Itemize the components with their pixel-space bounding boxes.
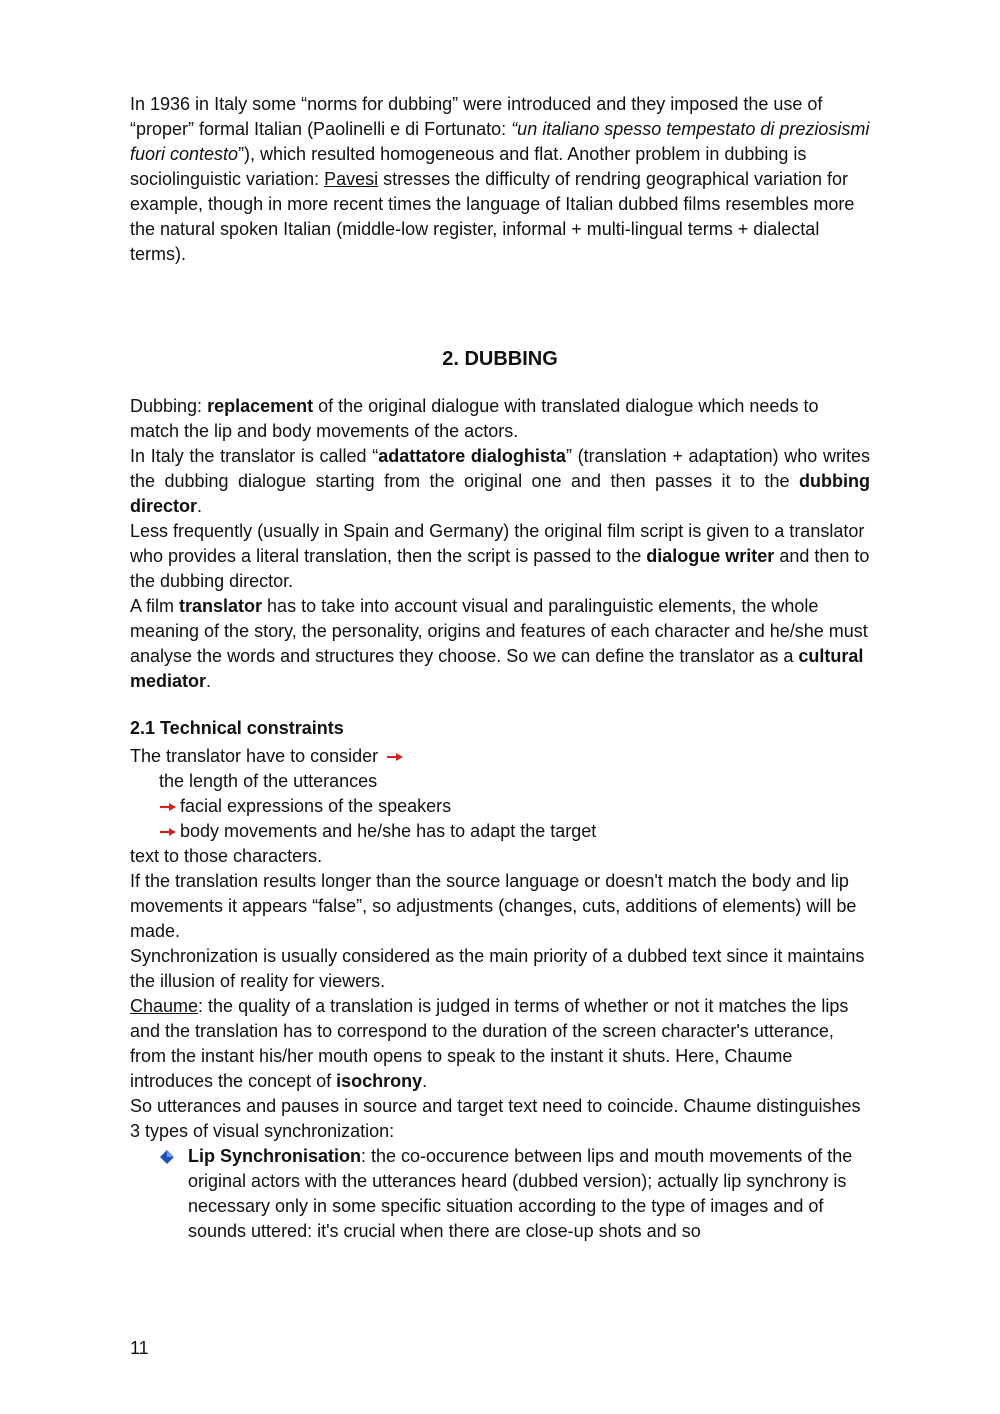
translator-paragraph: A film translator has to take into account visual and paralinguistic elements, the whole meaning of the story, the personality, origins and features of each character and he/she must analyse the words and structures they choose. So we can define the translator as a cultural mediator.	[130, 596, 868, 691]
italian-quote: “un italiano spesso tempestato di preziosismi fuori contesto	[130, 119, 870, 164]
definition-paragraph: Dubbing: replacement of the original dialogue with translated dialogue which needs to match the lip and body movements of the actors.	[130, 396, 819, 441]
italy-paragraph: In Italy the translator is called “adattatore dialoghista” (translation + adaptation) who writes the dubbing dialogue starting from the original one and then passes it to the dubbing director.	[130, 446, 871, 516]
intro-sentence-3: stresses the difficulty of rendring geographical variation for example, though in more recent times the language of Italian dubbed films resembles more the natural spoken Italian (middle-low register, informal + multi-lingual terms + dialectal terms).	[130, 169, 855, 264]
page-number: 11	[130, 1338, 149, 1358]
intro-sentence-1: In 1936 in Italy some “norms for dubbing” were introduced and they imposed the use of “proper” formal Italian (Paolinelli e di Fortunato:	[130, 94, 823, 139]
term-translator: translator	[179, 596, 263, 616]
dubbing-section	[130, 394, 870, 694]
translation-length-paragraph: If the translation results longer than the source language or doesn't match the body and lip movements it appears “false”, so adjustments (changes, cuts, additions of elements) will be made.	[130, 871, 857, 941]
intro-paragraph	[130, 92, 870, 267]
section-heading: 2. DUBBING	[442, 348, 558, 370]
term-dialogue-writer: dialogue writer	[646, 546, 775, 566]
technical-constraints	[130, 744, 870, 1244]
red-arrow-icon	[159, 802, 177, 812]
constraint-length: the length of the utterances	[159, 771, 378, 791]
constraint-facial: facial expressions of the speakers	[130, 794, 870, 819]
synchronization-paragraph: Synchronization is usually considered as the main priority of a dubbed text since it maintains the illusion of reality for viewers.	[130, 946, 865, 991]
term-lip-synchronisation: Lip Synchronisation	[188, 1146, 362, 1166]
author-chaume: Chaume	[130, 996, 199, 1016]
term-isochrony: isochrony	[336, 1071, 423, 1091]
term-dubbing-director: dubbing director	[130, 471, 870, 516]
author-pavesi: Pavesi	[324, 169, 379, 189]
red-arrow-icon	[386, 752, 404, 762]
spain-germany-paragraph: Less frequently (usually in Spain and Germany) the original film script is given to a translator who provides a literal translation, then the script is passed to the dialogue writer and then to the dubbing director.	[130, 521, 870, 591]
term-adattatore: adattatore dialoghista	[378, 446, 566, 466]
sync-types-list	[130, 1144, 870, 1244]
blue-diamond-icon	[159, 1149, 175, 1165]
constraint-continuation: text to those characters.	[130, 846, 323, 866]
term-cultural-mediator: cultural mediator	[130, 646, 864, 691]
sync-types-paragraph: So utterances and pauses in source and target text need to coincide. Chaume distinguishes 3 types of visual synchronization:	[130, 1096, 861, 1141]
constraint-intro: The translator have to consider	[130, 744, 870, 769]
intro-text	[130, 92, 870, 267]
chaume-paragraph: Chaume: the quality of a translation is judged in terms of whether or not it matches the lips and the translation has to correspond to the duration of the screen character's utterance, from the instant his/her mouth opens to speak to the instant it shuts. Here, Chaume introduces the concept of isochrony.	[130, 996, 849, 1091]
term-replacement: replacement	[207, 396, 314, 416]
constraint-body: body movements and he/she has to adapt the target	[130, 819, 870, 844]
list-item: Lip Synchronisation: the co-occurence between lips and mouth movements of the original actors with the utterances heard (dubbed version); actually lip synchrony is necessary only in some specific situation according to the type of images and of sounds uttered: it's crucial when there are close-up shots and so	[130, 1144, 870, 1244]
intro-sentence-2: ”), which resulted homogeneous and flat. Another problem in dubbing is sociolinguistic variation:	[130, 144, 807, 189]
red-arrow-icon	[159, 827, 177, 837]
subsection-heading: 2.1 Technical constraints	[130, 718, 344, 738]
